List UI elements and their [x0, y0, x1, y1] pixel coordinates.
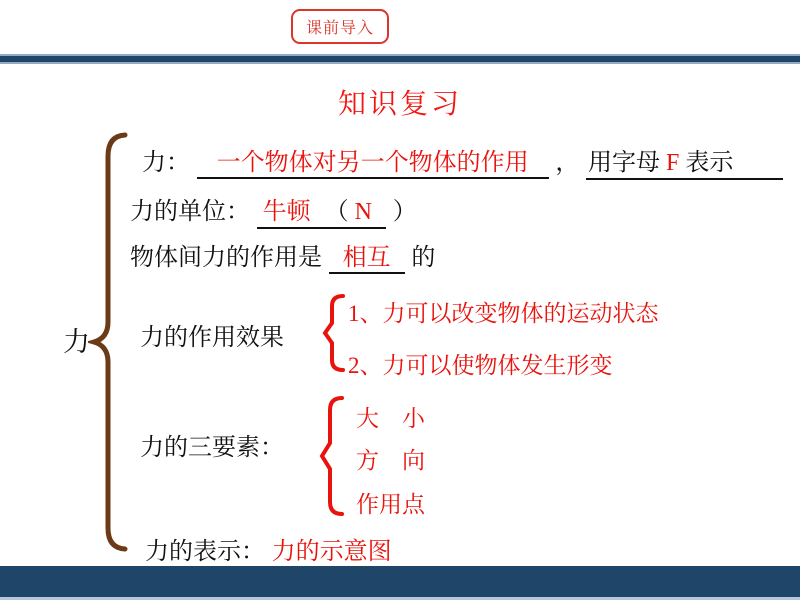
- mutual-post-text: 的: [411, 244, 436, 271]
- root-concept-label: 力: [63, 327, 90, 357]
- effects-brace: [320, 293, 347, 373]
- symbol-blank: [586, 149, 783, 180]
- definition-label: 力：: [142, 149, 190, 176]
- unit-blank-answer: [257, 198, 386, 229]
- definition-line: [142, 142, 783, 180]
- unit-line: [130, 191, 417, 229]
- definition-comma: ，: [555, 149, 580, 176]
- effects-item-1: [348, 295, 659, 328]
- top-divider-bar: [0, 54, 800, 64]
- lesson-phase-badge-label: 课前导入: [305, 20, 374, 37]
- main-curly-brace: [88, 132, 130, 552]
- representation-value: 力的示意图: [271, 538, 392, 565]
- representation-label: 力的表示：: [145, 538, 265, 565]
- three-elements-label: 力的三要素：: [140, 434, 284, 461]
- lesson-phase-badge: [291, 9, 389, 44]
- unit-label: 力的单位：: [130, 198, 250, 225]
- unit-symbol-letter: N: [354, 199, 373, 225]
- symbol-post-text: 表示: [685, 149, 734, 176]
- bottom-divider-bar: [0, 566, 800, 600]
- page-title: 知识复习: [337, 88, 462, 119]
- unit-answer-text: 牛顿: [262, 198, 311, 225]
- unit-paren-open: （: [324, 198, 349, 225]
- mutual-blank-answer: 相互: [329, 244, 405, 274]
- mutual-line: [130, 237, 435, 274]
- force-symbol-letter: F: [666, 150, 680, 176]
- mutual-pre-text: 物体间力的作用是: [130, 244, 322, 271]
- representation-line: [145, 531, 392, 566]
- definition-blank-answer: 一个物体对另一个物体的作用: [197, 149, 549, 179]
- effects-item-1-text: 1、力可以改变物体的运动状态: [348, 301, 659, 326]
- effects-label: 力的作用效果: [140, 324, 284, 351]
- effects-item-2: [348, 347, 613, 380]
- element-item-point: 作用点: [356, 491, 425, 517]
- three-elements-brace: [317, 395, 346, 517]
- element-item-magnitude: 大 小: [356, 405, 425, 431]
- effects-item-2-text: 2、力可以使物体发生形变: [348, 353, 613, 378]
- symbol-pre-text: 用字母: [588, 149, 661, 176]
- element-item-direction: 方 向: [356, 447, 425, 473]
- unit-paren-close: ）: [392, 198, 417, 225]
